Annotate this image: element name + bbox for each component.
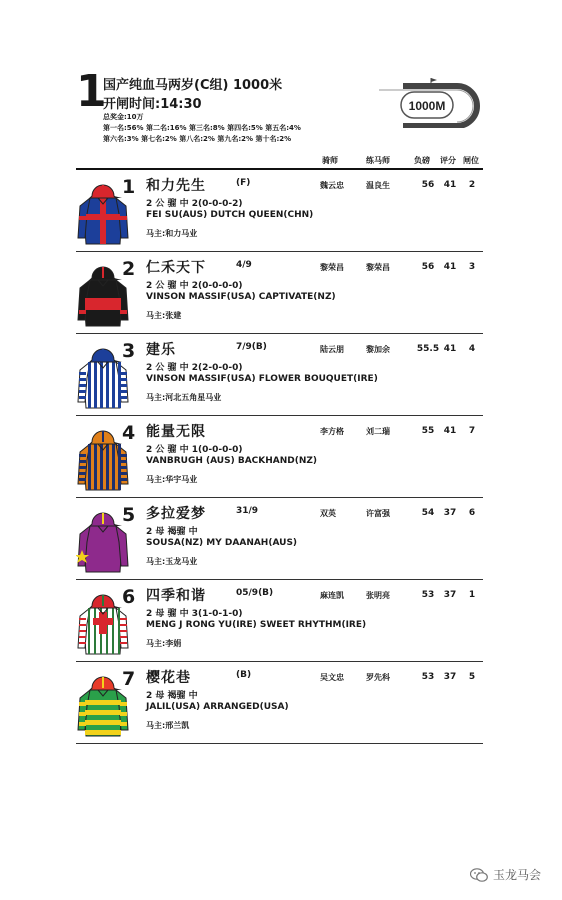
horse-details: 2 公 骝 中 1(0-0-0-0) [146,445,243,455]
horse-pedigree: VINSON MASSIF(USA) FLOWER BOUQUET(IRE) [146,374,378,384]
horse-number: 7 [122,668,136,690]
horse-entry [76,416,483,498]
horse-entry [76,580,483,662]
horse-name: 建乐 [146,342,176,358]
horse-owner: 马主:邢兰凯 [146,721,190,730]
draw-value: 5 [468,672,476,682]
jockey-name: 黎荣昌 [320,263,344,272]
horse-details: 2 公 骝 中 2(0-0-0-0) [146,281,243,291]
horse-details: 2 公 骝 中 2(0-0-0-2) [146,199,243,209]
trainer-name: 黎荣昌 [366,263,390,272]
horse-form: 4/9 [236,260,252,270]
watermark-text: 玉龙马会 [493,868,542,882]
column-header-weight: 负磅 [414,156,430,165]
horse-name: 樱花巷 [146,670,191,686]
rating-value: 37 [443,672,457,682]
horse-form: (B) [236,670,252,680]
horse-owner: 马主:张建 [146,311,182,320]
weight-value: 56 [421,180,435,190]
draw-value: 4 [468,344,476,354]
wechat-icon [470,868,488,882]
horse-number: 4 [122,422,136,444]
horse-form: 31/9 [236,506,259,516]
rating-value: 37 [443,508,457,518]
weight-value: 53 [421,590,435,600]
jockey-name: 陆云朋 [320,345,344,354]
horse-details: 2 母 骝 中 3(1-0-1-0) [146,609,243,619]
horse-name: 和力先生 [146,178,206,194]
trainer-name: 黎加余 [366,345,390,354]
race-number: 1 [76,66,107,117]
horse-pedigree: JALIL(USA) ARRANGED(USA) [146,702,289,712]
distance-badge: 1000M [408,99,446,113]
weight-value: 56 [421,262,435,272]
race-start-time: 开闸时间:14:30 [103,97,202,112]
jockey-name: 麻连凯 [320,591,344,600]
prize-distribution-line: 第六名:3% 第七名:2% 第八名:2% 第九名:2% 第十名:2% [103,135,292,143]
horse-name: 四季和谐 [146,588,206,604]
prize-distribution-line: 第一名:56% 第二名:16% 第三名:8% 第四名:5% 第五名:4% [103,124,301,132]
horse-details: 2 母 褐骝 中 [146,527,198,537]
jockey-name: 李方格 [320,427,344,436]
draw-value: 6 [468,508,476,518]
horse-pedigree: FEI SU(AUS) DUTCH QUEEN(CHN) [146,210,314,220]
track-diagram [375,76,485,128]
horse-entry [76,170,483,252]
watermark [470,866,541,883]
rating-value: 41 [443,344,457,354]
column-header-rating: 评分 [440,156,456,165]
horse-number: 5 [122,504,136,526]
draw-value: 2 [468,180,476,190]
horse-number: 1 [122,176,136,198]
rating-value: 37 [443,590,457,600]
weight-value: 55 [421,426,435,436]
horse-entry [76,252,483,334]
horse-name: 能量无限 [146,424,206,440]
rating-value: 41 [443,262,457,272]
trainer-name: 刘二瑞 [366,427,390,436]
trainer-name: 张明亮 [366,591,390,600]
draw-value: 1 [468,590,476,600]
jockey-name: 双英 [320,509,336,518]
trainer-name: 罗先科 [366,673,390,682]
horse-pedigree: SOUSA(NZ) MY DAANAH(AUS) [146,538,298,548]
horse-number: 6 [122,586,136,608]
horse-entry [76,334,483,416]
horse-details: 2 母 褐骝 中 [146,691,198,701]
trainer-name: 温良生 [366,181,390,190]
finish-flag-icon [431,78,437,82]
column-header-draw: 闸位 [463,156,479,165]
column-header-jockey: 骑师 [322,156,338,165]
rating-value: 41 [443,180,457,190]
horse-pedigree: VANBRUGH (AUS) BACKHAND(NZ) [146,456,318,466]
horse-pedigree: MENG J RONG YU(IRE) SWEET RHYTHM(IRE) [146,620,367,630]
horse-name: 仁禾天下 [146,260,206,276]
horse-owner: 马主:李娟 [146,639,182,648]
weight-value: 53 [421,672,435,682]
horse-number: 2 [122,258,136,280]
rating-value: 41 [443,426,457,436]
horse-form: (F) [236,178,251,188]
weight-value: 55.5 [416,344,440,354]
horse-number: 3 [122,340,136,362]
horse-entry [76,498,483,580]
horse-pedigree: VINSON MASSIF(USA) CAPTIVATE(NZ) [146,292,336,302]
draw-value: 3 [468,262,476,272]
column-header-trainer: 练马师 [366,156,390,165]
horse-entry [76,662,483,744]
horse-name: 多拉爱梦 [146,506,206,522]
horse-owner: 马主:玉龙马业 [146,557,198,566]
horse-form: 05/9(B) [236,588,274,598]
trainer-name: 许富强 [366,509,390,518]
entry-divider [76,743,483,744]
jockey-name: 魏云忠 [320,181,344,190]
horse-owner: 马主:华宇马业 [146,475,198,484]
jockey-name: 吴文忠 [320,673,344,682]
draw-value: 7 [468,426,476,436]
horse-form: 7/9(B) [236,342,267,352]
horse-owner: 马主:和力马业 [146,229,198,238]
horse-owner: 马主:河北五角星马业 [146,393,222,402]
horse-details: 2 公 骝 中 2(2-0-0-0) [146,363,243,373]
race-title: 国产纯血马两岁(C组) 1000米 [103,78,283,93]
prize-total: 总奖金:10万 [103,113,144,121]
weight-value: 54 [421,508,435,518]
